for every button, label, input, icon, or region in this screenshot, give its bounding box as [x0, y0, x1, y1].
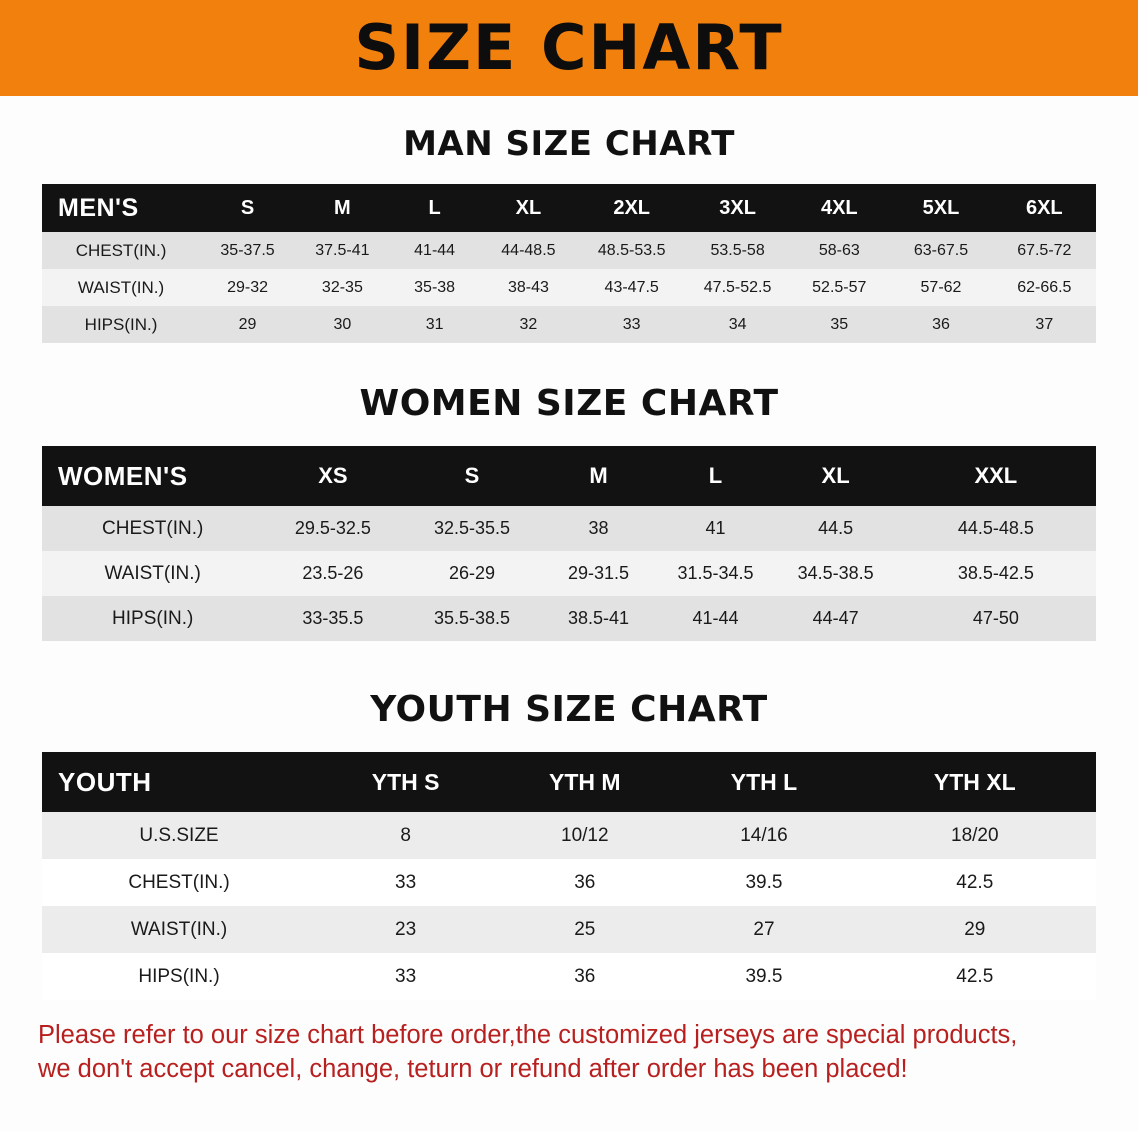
table-row	[42, 859, 1096, 906]
man-header-cell-6: 3XL	[719, 196, 756, 219]
youth-size-table	[42, 752, 1096, 1000]
man-row-2-label: HIPS(IN.)	[84, 314, 158, 334]
youth-row-0-label: U.S.SIZE	[139, 824, 219, 846]
table-row	[42, 812, 1096, 859]
man-row-2-cell-2: 31	[425, 315, 444, 333]
women-row-0-label: CHEST(IN.)	[102, 517, 204, 539]
youth-row-3-cell-3: 42.5	[956, 965, 994, 987]
youth-table-wrap	[42, 752, 1096, 1000]
man-row-1-cell-4: 43-47.5	[604, 278, 659, 296]
women-row-2-cell-1: 35.5-38.5	[433, 608, 511, 628]
disclaimer-line-2: we don't accept cancel, change, teturn or refund after order has been placed!	[38, 1055, 908, 1084]
women-table-header-row	[42, 446, 1096, 506]
man-row-1-label: WAIST(IN.)	[77, 277, 165, 297]
women-row-2-cell-5: 47-50	[972, 608, 1019, 628]
women-row-0-cell-4: 44.5	[818, 518, 854, 538]
youth-row-1-cell-3: 42.5	[956, 871, 994, 893]
youth-row-0-cell-2: 14/16	[740, 824, 788, 846]
women-row-0-cell-3: 41	[705, 518, 726, 538]
table-row	[42, 269, 1096, 306]
man-row-0-cell-2: 41-44	[414, 241, 456, 259]
women-header-cell-5: XL	[821, 463, 850, 488]
man-row-1-cell-6: 52.5-57	[812, 278, 867, 296]
youth-header-cell-3: YTH L	[730, 768, 798, 795]
youth-row-0-cell-1: 10/12	[561, 824, 609, 846]
man-row-0-cell-0: 35-37.5	[220, 241, 275, 259]
man-section-heading: MAN SIZE CHART	[403, 124, 735, 164]
man-row-2-cell-1: 30	[333, 315, 352, 333]
women-row-2-cell-2: 38.5-41	[567, 608, 630, 628]
table-row	[42, 551, 1096, 596]
women-row-0-cell-5: 44.5-48.5	[957, 518, 1034, 538]
women-header-cell-2: S	[464, 463, 480, 488]
youth-header-cell-2: YTH M	[549, 768, 621, 795]
page-title: SIZE CHART	[354, 11, 784, 84]
women-row-2-cell-3: 41-44	[692, 608, 739, 628]
youth-header-cell-1: YTH S	[371, 768, 440, 795]
man-header-cell-7: 4XL	[820, 196, 858, 219]
youth-row-1-cell-0: 33	[395, 871, 417, 893]
man-header-cell-5: 2XL	[613, 196, 651, 219]
women-row-1-cell-4: 34.5-38.5	[797, 563, 874, 583]
man-header-cell-1: S	[240, 196, 255, 219]
man-row-0-cell-6: 58-63	[818, 241, 860, 259]
women-header-cell-0: WOMEN'S	[58, 460, 188, 491]
man-row-0-cell-7: 63-67.5	[913, 241, 969, 259]
women-header-cell-4: L	[708, 463, 723, 488]
man-row-2-cell-3: 32	[519, 315, 538, 333]
women-row-1-cell-1: 26-29	[448, 563, 496, 583]
man-table-header-row	[42, 184, 1096, 232]
youth-header-cell-0: YOUTH	[58, 766, 152, 797]
man-row-0-cell-5: 53.5-58	[710, 241, 765, 259]
youth-table-header-row	[42, 752, 1096, 812]
man-row-1-cell-8: 62-66.5	[1017, 278, 1072, 296]
man-row-2-cell-4: 33	[622, 315, 641, 333]
youth-row-3-cell-2: 39.5	[745, 965, 783, 987]
man-row-2-cell-0: 29	[238, 315, 257, 333]
man-header-cell-8: 5XL	[922, 196, 960, 219]
man-row-2-cell-8: 37	[1035, 315, 1054, 333]
man-header-cell-3: L	[428, 196, 441, 219]
youth-row-1-label: CHEST(IN.)	[128, 871, 230, 893]
man-row-1-cell-7: 57-62	[920, 278, 962, 296]
man-row-0-cell-1: 37.5-41	[315, 241, 370, 259]
youth-row-0-cell-0: 8	[400, 824, 411, 846]
man-row-2-cell-5: 34	[728, 315, 747, 333]
man-row-2-cell-6: 35	[830, 315, 849, 333]
man-row-0-cell-3: 44-48.5	[501, 241, 556, 259]
man-row-1-cell-2: 35-38	[414, 278, 456, 296]
man-row-1-cell-3: 38-43	[507, 278, 549, 296]
table-row	[42, 506, 1096, 551]
man-header-cell-4: XL	[515, 196, 542, 219]
table-row	[42, 232, 1096, 269]
table-row	[42, 306, 1096, 343]
youth-row-0-cell-3: 18/20	[951, 824, 999, 846]
youth-row-3-cell-1: 36	[574, 965, 596, 987]
youth-row-2-cell-1: 25	[574, 918, 596, 940]
man-header-cell-9: 6XL	[1025, 196, 1063, 219]
women-row-2-cell-4: 44-47	[812, 608, 859, 628]
women-row-0-cell-0: 29.5-32.5	[294, 518, 371, 538]
youth-header-cell-4: YTH XL	[933, 768, 1016, 795]
women-section-heading: WOMEN SIZE CHART	[359, 383, 779, 424]
man-header-cell-0: MEN'S	[58, 193, 139, 222]
man-header-cell-2: M	[334, 196, 351, 219]
man-row-0-cell-8: 67.5-72	[1017, 241, 1072, 259]
women-row-0-cell-2: 38	[588, 518, 609, 538]
man-row-1-cell-0: 29-32	[227, 278, 268, 296]
disclaimer-note	[38, 1018, 1100, 1087]
women-row-2-label: HIPS(IN.)	[112, 607, 194, 629]
man-size-table	[42, 184, 1096, 343]
youth-row-1-cell-1: 36	[574, 871, 596, 893]
table-row	[42, 596, 1096, 641]
man-row-1-cell-1: 32-35	[321, 278, 363, 296]
women-size-table	[42, 446, 1096, 641]
disclaimer-line-1: Please refer to our size chart before order,the customized jerseys are special products,	[38, 1021, 1018, 1049]
man-table-wrap	[42, 184, 1096, 343]
page-banner	[0, 0, 1138, 96]
youth-row-2-label: WAIST(IN.)	[130, 918, 228, 940]
youth-row-2-cell-3: 29	[964, 918, 986, 940]
youth-row-2-cell-0: 23	[395, 918, 417, 940]
youth-section-heading: YOUTH SIZE CHART	[370, 689, 768, 730]
table-row	[42, 953, 1096, 1000]
women-header-cell-1: XS	[318, 463, 348, 488]
youth-row-2-cell-2: 27	[753, 918, 775, 940]
man-row-1-cell-5: 47.5-52.5	[703, 278, 772, 296]
women-row-2-cell-0: 33-35.5	[302, 608, 364, 628]
youth-row-1-cell-2: 39.5	[745, 871, 783, 893]
women-row-1-cell-3: 31.5-34.5	[677, 563, 754, 583]
youth-row-3-label: HIPS(IN.)	[138, 965, 220, 987]
table-row	[42, 906, 1096, 953]
women-table-wrap	[42, 446, 1096, 641]
youth-row-3-cell-0: 33	[395, 965, 417, 987]
women-row-1-cell-0: 23.5-26	[302, 563, 364, 583]
man-row-0-cell-4: 48.5-53.5	[597, 241, 666, 259]
man-row-2-cell-7: 36	[932, 315, 950, 333]
women-header-cell-3: M	[589, 463, 608, 488]
women-row-1-cell-2: 29-31.5	[567, 563, 630, 583]
man-row-0-label: CHEST(IN.)	[75, 240, 167, 260]
women-row-0-cell-1: 32.5-35.5	[433, 518, 511, 538]
women-header-cell-6: XXL	[974, 463, 1018, 488]
women-row-1-label: WAIST(IN.)	[104, 562, 201, 584]
women-row-1-cell-5: 38.5-42.5	[957, 563, 1034, 583]
